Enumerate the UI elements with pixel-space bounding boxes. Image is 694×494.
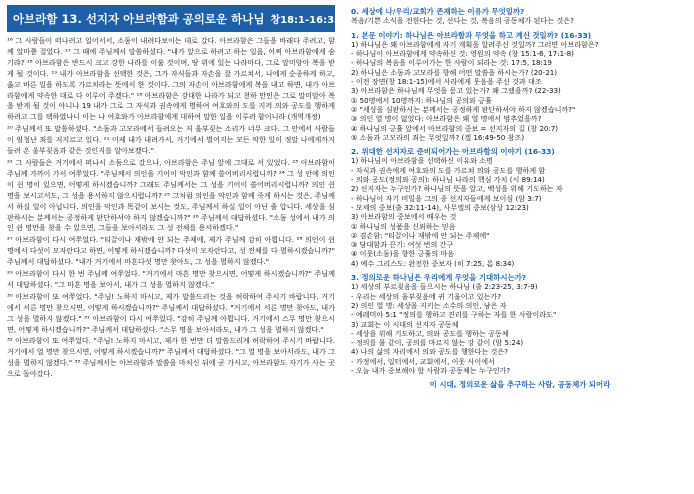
outline-line: - 가정에서, 일터에서, 교회에서, 이웃 사이에서 — [351, 356, 495, 366]
outline-line: - 모세의 중보(출 32:11-14), 사무엘의 중보(삼상 12:23) — [351, 202, 529, 212]
outline-line: 4) 예수 그리스도: 완전한 중보자 (히 7:25, 롬 8:34) — [351, 258, 515, 268]
outline-line: 2) 선지자는 누구인가? 하나님의 뜻을 알고, 백성을 위해 기도하는 자 — [351, 184, 563, 194]
outline-line: ③ 담대함과 끈기: 여섯 번의 간구 — [351, 240, 454, 250]
scripture-reference: 창18:1-16:33 — [270, 15, 341, 26]
outline-line: - 의와 공도(정의와 공의): 하나님 나라의 핵심 가치 (시 89:14) — [351, 175, 545, 185]
section-heading: 2. 위대한 선지자로 준비되어가는 아브라함의 이야기 (16-33) — [351, 147, 555, 157]
outline-line: - 세상을 위해 기도하고, 의와 공도를 행하는 공동체 — [351, 328, 509, 338]
scripture-paragraph: ²² 그 사람들은 거기에서 떠나서 소돔으로 갔으나, 아브라함은 주님 앞에 그대로 서 있었다. ²³ 아브라함이 주님께 가까이 가서 여쭈었다. "주님께서 의인을 기어이 악인과 함께 쓸어버리시렵니까? ²⁴ 그 성 안에 의인이 쉰 명이 있으면, 어떻게 하시겠습니까? 그래도 주님께서는 그 성을 기어이 쓸어버리시렵니까? 의인 쉰 명을 보시고서도, 그 성을 용서하지 않으시렵니까? ²⁵ 그처럼 의인을 악인과 함께 죽게 하시는 것은, 주님께서 하실 일이 아닙니다. 의인을 악인과 똑같이 보시는 것도, 주님께서 하실 일이 아닌 줄 압니다. 세상을 심판하시는 분께서는 공정하게 판단하셔야 하지 않겠습니까?" ²⁶ 주님께서 대답하셨다. "소돔 성에서 내가 의인 쉰 명만을 찾을 수 있으면, 그들을 보아서라도 그 성 전체를 용서하겠다." — [7, 157, 335, 233]
outline-line: - 정의를 물 같이, 공의를 마르지 않는 강 같이 (암 5:24) — [351, 338, 524, 348]
scripture-paragraph: ³² 아브라함이 또 여쭈었다. "주님! 노하지 마시고, 제가 한 번만 더 말씀드리게 허락하여 주시기 바랍니다. 거기에서 열 명만 찾으시면, 어떻게 하시겠습니까?" 주님께서 대답하셨다. "그 열 명을 보아서라도, 내가 그 성을 멸하지 않겠다." ³³ 주님께서는 아브라함과 말씀을 마치신 뒤에 곧 가시고, 아브라함도 자기가 사는 곳으로 돌아갔다. — [7, 336, 335, 379]
outline-line: - 우리는 세상의 울부짖음에 귀 기울이고 있는가? — [351, 291, 502, 301]
outline-line: ② 겸손함: "티끌이나 재밖에 안 되는 주제에" — [351, 230, 490, 240]
outline-line: ④ 이웃(소돔)을 향한 긍휼의 마음 — [351, 249, 455, 259]
scripture-paragraph: ³⁰ 아브라함이 또 여쭈었다. "주님! 노하지 마시고, 제가 말씀드리는 것을 허락하여 주시기 바랍니다. 거기에서 서른 명만 찾으시면, 어떻게 하시겠습니까?" 주님께서 대답하셨다. "거기에서 서른 명만 찾아도, 내가 그 성을 멸하지 않겠다." ³¹ 아브라함이 다시 여쭈었다. "감히 주님께 아룁니다. 거기에서 스무 명만 찾으시면, 어떻게 하시겠습니까?" 주님께서 대답하셨다. "스무 명을 보아서라도, 내가 그 성을 멸하지 않겠다." — [7, 291, 335, 334]
study-questions-column — [351, 7, 689, 489]
scripture-paragraph: ²⁰ 주님께서 또 말씀하셨다. "소돔과 고모라에서 들려오는 저 울부짖는 소리가 너무 크다. 그 안에서 사람들이 엄청난 죄를 저지르고 있다. ²¹ 이제 내가 내려가서, 거기에서 벌어지는 모든 악한 일이 정말 나에게까지 들려 온 울부짖음과 같은 것인지를 알아보겠다." — [7, 124, 335, 156]
outline-line: - 하나님의 복음을 이루어가는 한 사람이 되라는 것: 17:5, 18:19 — [351, 58, 552, 68]
scripture-paragraph: ²⁹ 아브라함이 다시 한 번 주님께 여쭈었다. "거기에서 마흔 명만 찾으시면, 어떻게 하시겠습니까?" 주님께서 대답하셨다. "그 마흔 명을 보아서, 내가 그 성을 멸하지 않겠다." — [7, 269, 335, 289]
header-bar — [7, 5, 341, 32]
outline-line: ③ 의인 열 명이 없었다: 아브라함은 왜 열 명에서 멈추었을까? — [351, 114, 542, 124]
outline-line: 3) 아브라함은 하나님께 무엇을 묻고 있는가? 왜 그랬을까? (22-33) — [351, 86, 561, 96]
outline-line: - 오늘 내가 중보해야 할 사람과 공동체는 누구인가? — [351, 365, 511, 375]
closing-banner: 이 시대, 정의로운 삶을 추구하는 사람, 공동체가 되어라 — [429, 380, 611, 390]
scripture-paragraph: ²⁷ 아브라함이 다시 여쭈었다. "티끌이나 재밖에 안 되는 주제에, 제가 주님께 감히 아룁니다. ²⁸ 의인이 쉰 명에서 다섯이 모자란다고 하면, 어떻게 하시겠습니까? 다섯이 모자란다고, 성 전체를 다 멸하시겠습니까?" 주님께서 대답하셨다. "내가 거기에서 마흔다섯 명만 찾아도, 그 성을 멸하지 않겠다." — [7, 235, 335, 267]
outline-line: - 이전 장면(창 18:1-15)에서 사라에게 웃음을 주신 것과 대조 — [351, 77, 542, 87]
outline-line: 2) 의인 열 명: 세상을 지키는 소수의 의인, 남은 자 — [351, 300, 507, 310]
page-title: 아브라함 13. 선지자 아브라함과 공의로운 하나님 — [13, 11, 265, 26]
outline-line: ② "세상을 심판하시는 분께서는 공정하게 판단하셔야 하지 않겠습니까?" — [351, 104, 576, 114]
scripture-paragraph: ¹⁶ 그 사람들이 떠나려고 일어서서, 소돔이 내려다보이는 데로 갔다. 아브라함은 그들을 바래다 주려고, 함께 얼마쯤 걸었다. ¹⁷ 그 때에 주님께서 말씀하셨다. "내가 앞으로 하려고 하는 일을, 어찌 아브라함에게 숨기랴? ¹⁸ 아브라함은 반드시 크고 강한 나라를 이룰 것이며, 땅 위에 있는 나라마다, 그로 말미암아 복을 받게 될 것이다. ¹⁹ 내가 아브라함을 선택한 것은, 그가 자식들과 자손을 잘 가르쳐서, 나에게 순종하게 하고, 옳고 바른 일을 하도록 가르치라는 뜻에서 한 것이다. 그의 자손이 아브라함에게 복을 내고 하면, 내가 아브라함에게 약속한 대로 다 이루어 주겠다." ¹⁸ 아브라함은 강대한 나라가 되고 천하 만민은 그로 말미암아 복을 받게 될 것이 아니냐 19 내가 그로 그 자식과 권속에게 명하여 여호와의 도를 지켜 의와 공도를 행하게 하려고 그를 택하였나니 이는 나 여호와가 아브라함에게 대하여 말한 일을 이루려 함이니라 (개역개정) — [7, 36, 335, 122]
outline-line: 3) 아브라함의 중보에서 배우는 것 — [351, 212, 457, 222]
outline-line: - 하나님이 아브라함에게 약속하신 것: 영원의 약속 (창 15:1-6, 17:1-8) — [351, 49, 574, 59]
outline-line: 1) 세상의 부르짖음을 들으시는 하나님 (출 2:23-25, 3:7-9) — [351, 282, 538, 292]
outline-line: ① 하나님의 성품을 신뢰하는 믿음 — [351, 221, 456, 231]
section-heading: 3. 정의로운 하나님은 우리에게 무엇을 기대하시는가? — [351, 273, 527, 283]
outline-line: ① 50명에서 10명까지: 하나님의 공의와 긍휼 — [351, 95, 492, 105]
outline-line: - 하나님이 자기 비밀을 그의 종 선지자들에게 보이심 (암 3:7) — [351, 193, 542, 203]
outline-line: 3) 교회는 이 시대의 선지자 공동체 — [351, 319, 459, 329]
section-heading: 0. 세상에 나/우리/교회가 존재하는 이유가 무엇일까? — [351, 7, 525, 16]
section-heading: 1. 본문 이야기: 하나님은 아브라함과 무엇을 하고 계신 것일까? (16-33) — [351, 30, 592, 40]
outline-line: - 자식과 권속에게 여호와의 도를 가르쳐 의와 공도를 행하게 함 — [351, 165, 546, 175]
outline-line: 1) 하나님은 왜 아브라함에게 자기 계획을 알려주신 것일까? 그러면 아브라함은? — [351, 39, 599, 49]
outline-line: 복음/기쁜 소식을 전한다는 것, 산다는 것, 복음의 공동체가 된다는 것은? — [351, 16, 574, 26]
outline-line: ④ 하나님의 긍휼 앞에서 아브라함의 중보 = 선지자의 길 (창 20:7) — [351, 123, 559, 133]
outline-line: 2) 하나님은 소돔과 고모라를 향해 어떤 말씀을 하시는가? (20-21) — [351, 67, 557, 77]
outline-line: 1) 하나님이 아브라함을 선택하신 이유와 소명 — [351, 156, 493, 166]
scripture-text-column — [7, 36, 335, 488]
outline-line: ⑤ 소돔과 고모라의 죄는 무엇일까? (겔 16:49-50 참조) — [351, 132, 525, 142]
outline-line: 4) 나의 삶의 자리에서 의와 공도를 행한다는 것은? — [351, 347, 509, 357]
outline-line: - 예레미야 5:1 "정의를 행하고 진리를 구하는 자를 한 사람이라도" — [351, 310, 557, 320]
